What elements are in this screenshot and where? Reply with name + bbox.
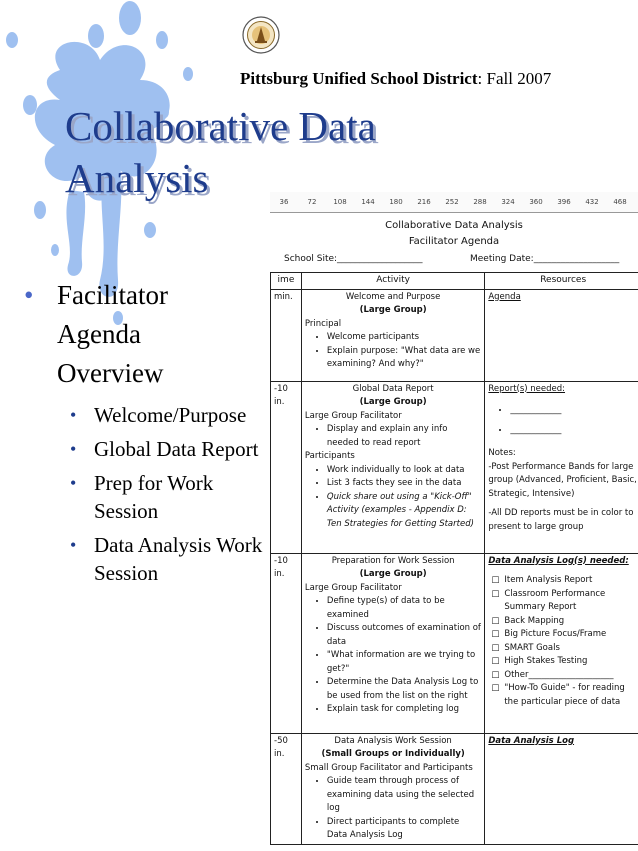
activity-bullet: • Explain purpose: "What data are we examining? And why?": [327, 345, 481, 372]
activity-role: Participants: [304, 451, 355, 461]
ruler-tick-label: 324: [501, 198, 515, 206]
activity-title: Data Analysis Work Session: [334, 735, 452, 746]
resource-label: Data Analysis Log(s) needed:: [488, 555, 629, 566]
col-header-resources: Resources: [485, 273, 638, 290]
school-site-field: School Site:___________________: [284, 254, 423, 264]
col-header-time: ime: [271, 273, 302, 290]
document-ruler: [270, 192, 638, 213]
col-header-activity: Activity: [301, 273, 484, 290]
ruler-tick-label: 216: [417, 198, 431, 206]
activity-bullets: [305, 423, 481, 450]
activity-bullet: • List 3 facts they see in the data: [327, 477, 481, 491]
ruler-tick-label: 468: [613, 198, 627, 206]
agenda-header-row: [271, 273, 638, 290]
activity-bullet: • Display and explain any info needed to read report: [327, 423, 481, 450]
document-subtitle: Facilitator Agenda: [408, 236, 500, 247]
sub-bullet-list: [0, 401, 270, 587]
activity-bullets: [305, 775, 481, 843]
district-header: [240, 69, 551, 89]
district-name: Pittsburg Unified School District: [240, 69, 478, 88]
bullet-dot-icon: •: [70, 439, 77, 459]
activity-group: (Large Group): [359, 569, 427, 579]
agenda-row-welcome: [271, 289, 638, 381]
report-blank: • ____________: [510, 424, 638, 438]
resource-cell: [485, 733, 638, 844]
ruler-tick-label: 144: [361, 198, 375, 206]
slide-title-line2: Analysis: [65, 155, 209, 201]
activity-role: Principal: [304, 318, 342, 329]
main-bullet-line3: Overview: [57, 358, 164, 388]
bullet-dot-icon: •: [24, 280, 34, 310]
activity-bullet: • Guide team through process of examining data using the selected log: [327, 775, 481, 816]
agenda-row-prep: [271, 553, 638, 733]
activity-bullet: • Quick share out using a "Kick-Off" Activity (examples - Appendix D: Ten Strategies for Getting Started): [327, 491, 481, 532]
activity-bullet: • Explain task for completing log: [327, 703, 481, 717]
checklist-item: □ Big Picture Focus/Frame: [504, 628, 638, 642]
sub-bullet-item: [0, 435, 270, 463]
report-blank: • ____________: [510, 404, 638, 418]
main-bullet-line2: Agenda: [57, 319, 141, 349]
ruler-tick-label: 72: [307, 198, 317, 206]
sub-bullet-text: Welcome/Purpose: [94, 403, 247, 427]
activity-bullet: • Determine the Data Analysis Log to be used from the list on the right: [327, 676, 481, 703]
time-unit: in.: [274, 749, 285, 759]
time-unit: min.: [274, 291, 293, 302]
facilitator-agenda-document: [270, 192, 638, 851]
activity-cell: [301, 733, 484, 844]
agenda-row-global-report: [271, 381, 638, 553]
activity-bullet: • Work individually to look at data: [327, 464, 481, 478]
ruler-tick-label: 108: [333, 198, 347, 206]
activity-bullet: • Direct participants to complete Data Analysis Log: [327, 816, 481, 843]
sub-bullet-text: Prep for Work Session: [94, 471, 214, 523]
bullet-dot-icon: •: [70, 535, 77, 555]
sub-bullet-item: [0, 531, 270, 587]
ruler-tick-label: 432: [585, 198, 599, 206]
main-bullet-line1: Facilitator: [57, 280, 168, 310]
activity-cell: [301, 289, 484, 381]
activity-bullet: • "What information are we trying to get?": [327, 649, 481, 676]
checklist-item: □ Other____________________: [504, 669, 638, 683]
sub-bullet-item: [0, 401, 270, 429]
activity-bullet: • Welcome participants: [327, 331, 481, 345]
time-cell: [271, 553, 302, 733]
activity-role: Large Group Facilitator: [304, 582, 402, 593]
activity-group: (Large Group): [359, 305, 427, 315]
ruler-tick-label: 360: [529, 198, 543, 206]
resource-label: Agenda: [488, 291, 521, 302]
bullet-dot-icon: •: [70, 405, 77, 425]
time-value: -10: [274, 383, 288, 394]
ruler-tick-label: 396: [557, 198, 571, 206]
checklist-item: □ High Stakes Testing: [504, 655, 638, 669]
time-cell: [271, 733, 302, 844]
notes-label: Notes:: [488, 448, 516, 458]
time-cell: [271, 381, 302, 553]
term-label: : Fall 2007: [477, 69, 552, 88]
note-text: -All DD reports must be in color to present to large group: [488, 508, 634, 532]
activity-bullets: [305, 595, 481, 717]
log-checklist: [488, 574, 638, 709]
bullet-list: [0, 276, 270, 593]
ruler-tick-label: 288: [473, 198, 487, 206]
checklist-item: □ Item Analysis Report: [504, 574, 638, 588]
slide-title-line1: Collaborative Data: [65, 103, 376, 149]
meeting-date-field: Meeting Date:___________________: [470, 254, 620, 264]
activity-bullet: • Discuss outcomes of examination of data: [327, 622, 481, 649]
time-unit: in.: [274, 569, 285, 579]
sub-bullet-text: Global Data Report: [94, 437, 259, 461]
activity-cell: [301, 381, 484, 553]
activity-group: (Small Groups or Individually): [321, 749, 465, 759]
ruler-tick-label: 36: [279, 198, 289, 206]
agenda-row-work-session: [271, 733, 638, 844]
sub-bullet-item: [0, 469, 270, 525]
ruler-tick-label: 180: [389, 198, 403, 206]
activity-bullets: [305, 331, 481, 372]
activity-title: Global Data Report: [352, 383, 434, 394]
document-title: Collaborative Data Analysis: [385, 220, 523, 231]
checklist-item: □ SMART Goals: [504, 642, 638, 656]
activity-role: Large Group Facilitator: [304, 410, 402, 421]
activity-group: (Large Group): [359, 397, 427, 407]
activity-cell: [301, 553, 484, 733]
resource-cell: [485, 381, 638, 553]
bullet-dot-icon: •: [70, 473, 77, 493]
time-cell: [271, 289, 302, 381]
sub-bullet-text: Data Analysis Work Session: [94, 533, 263, 585]
activity-bullet: • Define type(s) of data to be examined: [327, 595, 481, 622]
activity-role: Small Group Facilitator and Participants: [304, 762, 473, 773]
activity-bullets: [305, 464, 481, 532]
time-unit: in.: [274, 397, 285, 407]
checklist-item: □ Classroom Performance Summary Report: [504, 588, 638, 615]
resource-cell: [485, 289, 638, 381]
ruler-tick-label: 252: [445, 198, 459, 206]
report-blanks: [488, 404, 638, 437]
checklist-item: □ "How-To Guide" - for reading the particular piece of data: [504, 682, 638, 709]
time-value: -10: [274, 555, 288, 566]
main-bullet: [0, 276, 270, 393]
note-text: -Post Performance Bands for large group (Advanced, Proficient, Basic, Strategic, Intensive): [488, 461, 637, 499]
agenda-table: [270, 272, 638, 845]
checklist-item: □ Back Mapping: [504, 615, 638, 629]
resource-cell: [485, 553, 638, 733]
time-value: -50: [274, 735, 288, 746]
school-district-seal-icon: [242, 16, 280, 54]
resource-label: Data Analysis Log: [488, 735, 575, 746]
activity-title: Welcome and Purpose: [345, 291, 441, 302]
activity-title: Preparation for Work Session: [331, 555, 455, 566]
slide-title: [65, 100, 485, 204]
resource-label: Report(s) needed:: [488, 383, 566, 394]
